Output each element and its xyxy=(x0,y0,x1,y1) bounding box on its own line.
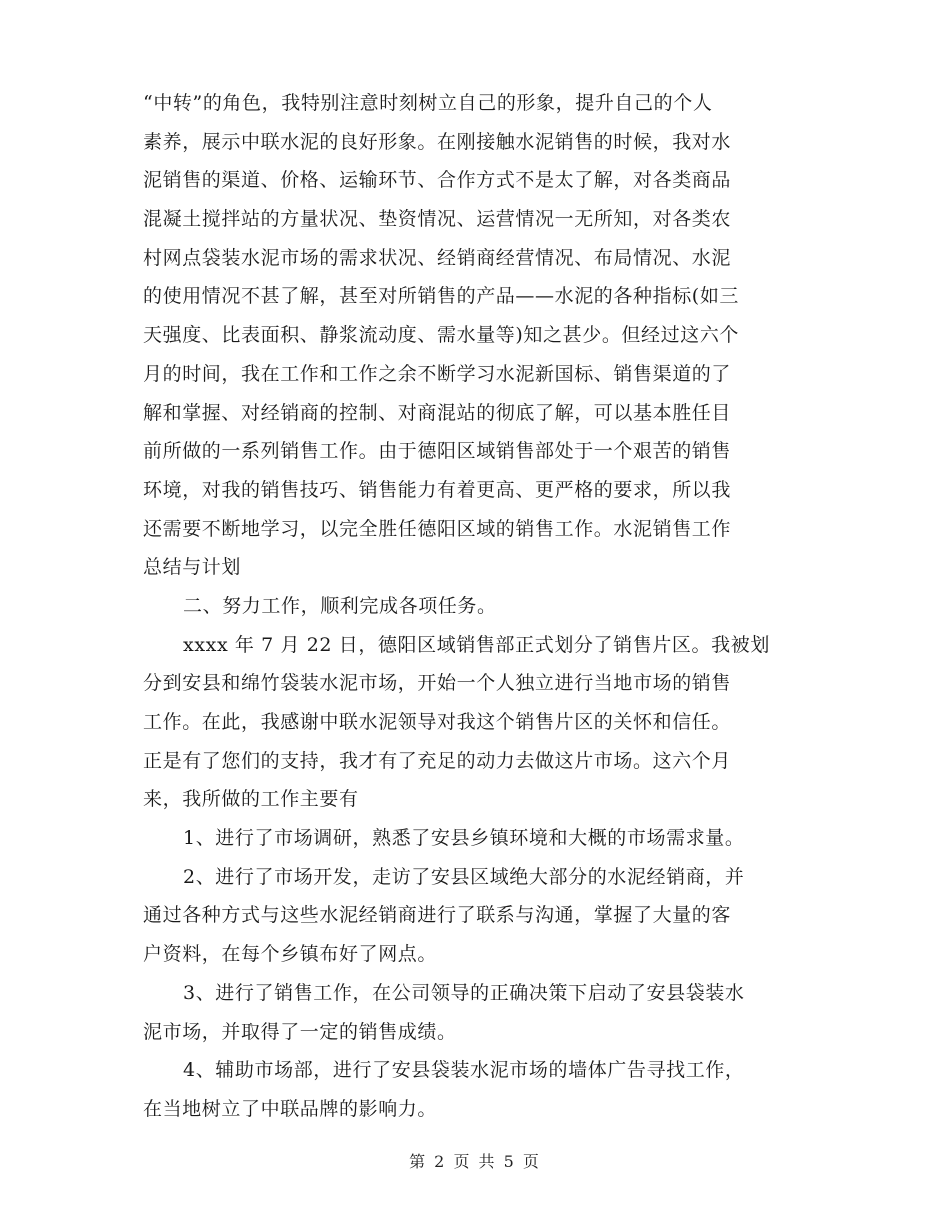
text-line: “中转”的角色，我特别注意时刻树立自己的形象，提升自己的个人 xyxy=(143,92,713,114)
text-line: 环境，对我的销售技巧、销售能力有着更高、更严格的要求，所以我 xyxy=(143,478,732,501)
text-line: 户资料，在每个乡镇布好了网点。 xyxy=(143,943,438,966)
text-line: 还需要不断地学习，以完全胜任德阳区域的销售工作。水泥销售工作 xyxy=(143,517,732,540)
text-line: 混凝土搅拌站的方量状况、垫资情况、运营情况一无所知，对各类农 xyxy=(143,208,732,231)
text-line: 工作。在此，我感谢中联水泥领导对我这个销售片区的关怀和信任。 xyxy=(143,711,732,733)
page-number-footer: 第 2 页 共 5 页 xyxy=(409,1152,541,1171)
text-line: 二、努力工作，顺利完成各项任务。 xyxy=(183,594,497,617)
text-line: 村网点袋装水泥市场的需求状况、经销商经营情况、布局情况、水泥 xyxy=(143,246,732,269)
text-line: 分到安县和绵竹袋装水泥市场，开始一个人独立进行当地市场的销售 xyxy=(143,672,732,695)
text-line: 正是有了您们的支持，我才有了充足的动力去做这片市场。这六个月 xyxy=(143,749,732,772)
text-line: 月的时间，我在工作和工作之余不断学习水泥新国标、销售渠道的了 xyxy=(143,362,732,385)
text-line: 的使用情况不甚了解，甚至对所销售的产品——水泥的各种指标(如三 xyxy=(143,285,740,308)
text-line: 4、辅助市场部，进行了安县袋装水泥市场的墙体广告寻找工作， xyxy=(183,1059,745,1082)
text-line: 通过各种方式与这些水泥经销商进行了联系与沟通，掌握了大量的客 xyxy=(143,904,732,927)
text-line: 3、进行了销售工作，在公司领导的正确决策下启动了安县袋装水 xyxy=(183,981,745,1004)
text-line: 前所做的一系列销售工作。由于德阳区域销售部处于一个艰苦的销售 xyxy=(143,440,732,463)
text-line: 1、进行了市场调研，熟悉了安县乡镇环境和大概的市场需求量。 xyxy=(183,827,745,850)
text-line: 解和掌握、对经销商的控制、对商混站的彻底了解，可以基本胜任目 xyxy=(143,401,732,424)
text-line: 2、进行了市场开发，走访了安县区域绝大部分的水泥经销商，并 xyxy=(183,865,745,888)
text-line: 总结与计划 xyxy=(143,556,242,579)
text-line: 来，我所做的工作主要有 xyxy=(143,788,359,811)
document-body xyxy=(143,84,811,1129)
text-line: 在当地树立了中联品牌的影响力。 xyxy=(143,1097,438,1120)
text-line: 泥销售的渠道、价格、运输环节、合作方式不是太了解，对各类商品 xyxy=(143,169,732,192)
text-line: 泥市场，并取得了一定的销售成绩。 xyxy=(143,1020,457,1043)
text-line: 天强度、比表面积、静浆流动度、需水量等)知之甚少。但经过这六个 xyxy=(143,324,740,347)
text-line: 素养，展示中联水泥的良好形象。在刚接触水泥销售的时候，我对水 xyxy=(143,130,732,153)
text-line: xxxx 年 7 月 22 日，德阳区域销售部正式划分了销售片区。我被划 xyxy=(183,633,770,656)
